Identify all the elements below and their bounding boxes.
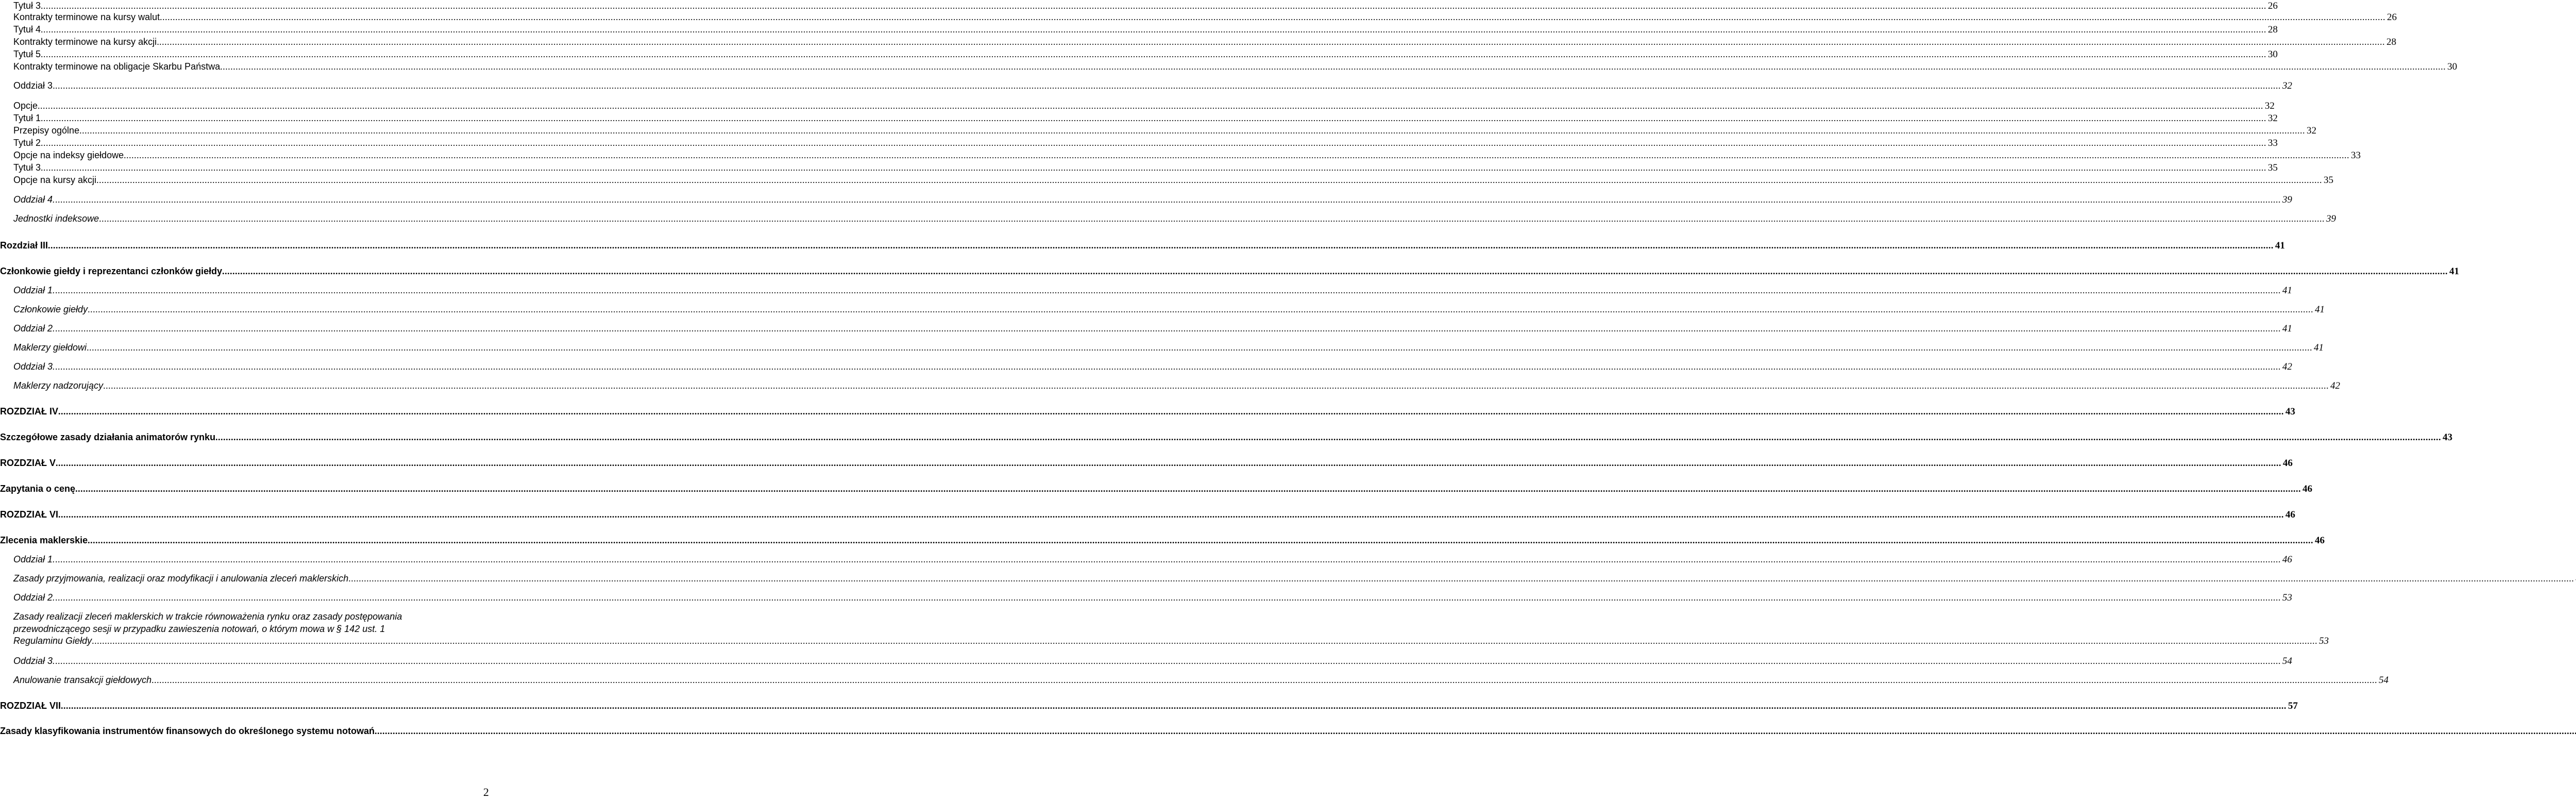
toc-leader-dots: [99, 213, 2325, 224]
toc-entry[interactable]: [0, 725, 495, 737]
toc-leader-dots: [222, 265, 2448, 277]
toc-entry[interactable]: [0, 700, 2298, 712]
toc-entry-page: 41: [2282, 323, 2293, 334]
toc-entry-page: 53: [2282, 592, 2293, 603]
toc-entry-title: Kontrakty terminowe na kursy walut: [13, 12, 160, 22]
toc-entry[interactable]: [0, 0, 2278, 12]
toc-entry[interactable]: [0, 112, 2278, 124]
toc-entry[interactable]: [0, 380, 2341, 392]
toc-entry-page: 54: [2282, 656, 2293, 667]
toc-entry-title: Oddział 2.: [13, 592, 56, 603]
toc-entry-page: 30: [2268, 49, 2278, 60]
toc-entry-title: Jednostki indeksowe: [13, 213, 99, 224]
toc-entry[interactable]: [0, 61, 2458, 73]
toc-entry-page: 32: [2282, 80, 2293, 91]
toc-leader-dots: [375, 725, 2576, 737]
toc-leader-dots: [41, 24, 2266, 35]
toc-entry-page: 32: [2307, 125, 2317, 136]
toc-leader-dots: [348, 573, 2574, 584]
toc-entry[interactable]: [0, 174, 2334, 186]
toc-entry-page: 46: [2302, 484, 2313, 494]
toc-entry[interactable]: [0, 655, 2293, 667]
toc-entry-title: Oddział 1.: [13, 554, 56, 564]
toc-leader-dots: [220, 61, 2446, 72]
toc-entry-title: Zapytania o cenę: [0, 484, 76, 494]
toc-entry-page: 46: [2315, 535, 2325, 546]
toc-entry-page: 46: [2282, 554, 2293, 565]
toc-entry-page: 39: [2282, 194, 2293, 205]
toc-leader-dots: [58, 406, 2284, 417]
toc-entry[interactable]: [0, 11, 2397, 23]
toc-entry[interactable]: [0, 100, 2275, 112]
toc-entry[interactable]: [0, 36, 2397, 48]
toc-entry-title: Rozdział III: [0, 240, 48, 251]
toc-entry-title: Członkowie giełdy i reprezentanci członków giełdy: [0, 266, 223, 276]
toc-leader-dots: [88, 535, 2313, 546]
toc-leader-dots: [61, 700, 2286, 711]
toc-entry-title: Tytuł 3: [13, 162, 41, 173]
toc-entry-title-line: Zasady realizacji zleceń maklerskich w trakcie równoważenia rynku oraz zasady postępowania: [13, 611, 402, 622]
toc-leader-dots: [55, 80, 2281, 91]
toc-entry[interactable]: [0, 431, 2453, 443]
toc-entry-title: Tytuł 4: [13, 24, 41, 35]
toc-entry[interactable]: [0, 483, 2313, 495]
toc-entry-page: 33: [2268, 138, 2278, 148]
toc-entry-page: 35: [2268, 162, 2278, 173]
toc-entry-title: Oddział 4.: [13, 194, 56, 205]
toc-entry-title: Członkowie giełdy: [13, 304, 88, 314]
toc-entry-page: 41: [2314, 342, 2324, 353]
toc-entry-title: Opcje na kursy akcji: [13, 175, 97, 185]
toc-leader-dots: [79, 125, 2305, 136]
toc-entry-title: Zlecenia maklerskie: [0, 535, 88, 545]
toc-entry[interactable]: [0, 554, 2293, 565]
toc-entry[interactable]: [0, 592, 2293, 604]
toc-entry[interactable]: [0, 265, 2460, 277]
toc-leader-dots: [58, 509, 2284, 520]
toc-entry[interactable]: [0, 457, 2293, 469]
toc-entry-page: 42: [2282, 361, 2293, 372]
toc-entry-page: 28: [2268, 24, 2278, 35]
toc-leader-dots: [41, 48, 2266, 60]
toc-entry[interactable]: [0, 24, 2278, 36]
toc-entry-page: 43: [2443, 432, 2453, 443]
toc-entry[interactable]: [0, 535, 2325, 546]
toc-entry-page: 43: [2285, 406, 2295, 417]
toc-entry-title: Opcje: [13, 101, 38, 111]
toc-leader-dots: [92, 635, 2317, 646]
toc-entry[interactable]: [0, 342, 2324, 354]
toc-entry-title: Anulowanie transakcji giełdowych: [13, 675, 152, 685]
toc-entry-title: Tytuł 3: [13, 1, 41, 11]
toc-leader-dots: [41, 112, 2266, 124]
toc-leader-dots: [55, 554, 2281, 565]
toc-entry-title: Szczegółowe zasady działania animatorów rynku: [0, 432, 216, 442]
toc-entry-page: 41: [2449, 266, 2460, 277]
toc-entry-title: Regulaminu Giełdy: [13, 636, 92, 646]
toc-leader-dots: [151, 674, 2377, 686]
toc-entry[interactable]: [0, 48, 2278, 60]
toc-leader-dots: [215, 431, 2441, 443]
toc-entry-page: 41: [2282, 285, 2293, 296]
toc-leader-dots: [55, 592, 2281, 603]
toc-leader-dots: [55, 194, 2281, 205]
toc-leader-dots: [48, 240, 2274, 251]
toc-entry-title: Oddział 1.: [13, 285, 56, 295]
toc-leader-dots: [41, 162, 2266, 173]
toc-entry[interactable]: [0, 509, 2295, 521]
toc-entry-page: 28: [2386, 37, 2397, 47]
toc-leader-dots: [159, 36, 2385, 47]
toc-entry[interactable]: [0, 213, 2336, 225]
toc-entry-page: 39: [2326, 213, 2336, 224]
toc-entry-page: 57: [2288, 701, 2298, 711]
toc-leader-dots: [55, 655, 2281, 667]
toc-entry-page: 46: [2285, 509, 2295, 520]
toc-entry[interactable]: [0, 674, 2389, 686]
toc-entry-page: 32: [2268, 113, 2278, 124]
toc-entry-title: ROZDZIAŁ VII: [0, 701, 61, 711]
toc-entry-multiline[interactable]: [0, 610, 2329, 647]
toc-entry-title: Maklerzy nadzorujący: [13, 380, 104, 391]
toc-entry-title: Maklerzy giełdowi: [13, 342, 87, 353]
toc-entry-title: Oddział 2.: [13, 323, 56, 334]
toc-entry[interactable]: [0, 137, 2278, 149]
toc-leader-dots: [56, 457, 2281, 469]
toc-entry-title: Tytuł 2: [13, 138, 41, 148]
toc-entry[interactable]: [0, 406, 2295, 418]
toc-leader-dots: [160, 11, 2385, 23]
toc-entry[interactable]: [0, 240, 2285, 252]
toc-entry-page: 26: [2387, 12, 2397, 23]
toc-entry-page: 42: [2330, 380, 2341, 391]
toc-entry-title-line: przewodniczącego sesji w przypadku zawieszenia notowań, o którym mowa w § 142 ust. 1: [13, 624, 385, 634]
toc-leader-dots: [103, 380, 2329, 391]
toc-leader-dots: [124, 149, 2349, 161]
toc-entry-page: 46: [2283, 458, 2293, 469]
toc-entry[interactable]: [0, 285, 2293, 296]
toc-entry-page: 53: [2319, 636, 2329, 646]
toc-entry-page: 32: [2265, 101, 2275, 111]
toc-entry-page: 33: [2351, 150, 2361, 161]
toc-leader-dots: [87, 342, 2312, 353]
toc-leader-dots: [55, 323, 2281, 334]
toc-entry-title: Oddział 3.: [13, 656, 56, 666]
toc-entry-page: 41: [2275, 240, 2285, 251]
toc-entry-title: Oddział 3.: [13, 80, 56, 91]
toc-entry[interactable]: [0, 194, 2293, 206]
toc-entry[interactable]: [0, 80, 2293, 92]
toc-entry-title: ROZDZIAŁ V: [0, 458, 56, 468]
toc-leader-dots: [55, 285, 2281, 296]
toc-entry-title: Kontrakty terminowe na kursy akcji.: [13, 37, 160, 47]
toc-entry-title: Zasady klasyfikowania instrumentów finansowych do określonego systemu notowań: [0, 726, 375, 736]
toc-entry[interactable]: [0, 361, 2293, 373]
toc-entry-title: Oddział 3.: [13, 361, 56, 372]
toc-leader-dots: [88, 304, 2313, 315]
toc-entry-title: Tytuł 5: [13, 49, 41, 59]
toc-entry[interactable]: [0, 304, 2325, 315]
toc-entry-page: 30: [2447, 61, 2458, 72]
toc-leader-dots: [75, 483, 2301, 494]
toc-entry[interactable]: [0, 573, 508, 585]
toc-leader-dots: [55, 361, 2281, 372]
toc-entry-title: Tytuł 1: [13, 113, 41, 123]
toc-entry[interactable]: [0, 323, 2293, 335]
toc-entry[interactable]: [0, 149, 2361, 161]
toc-entry[interactable]: [0, 162, 2278, 174]
toc-entry-title: Opcje na indeksy giełdowe: [13, 150, 124, 160]
toc-entry-page: 26: [2268, 1, 2278, 11]
toc-entry-title: ROZDZIAŁ VI: [0, 509, 58, 520]
toc-entry-page: 35: [2324, 175, 2334, 186]
toc-entry-title: Przepisy ogólne: [13, 125, 80, 136]
toc-leader-dots: [41, 137, 2266, 148]
toc-leader-dots: [96, 174, 2322, 186]
toc-leader-dots: [41, 0, 2266, 11]
toc-entry-title: Kontrakty terminowe na obligacje Skarbu Państwa: [13, 61, 221, 72]
toc-entry-page: 54: [2379, 675, 2389, 686]
toc-entry[interactable]: [0, 125, 2317, 137]
page-number: 2: [483, 786, 489, 798]
toc-entry-title: Zasady przyjmowania, realizacji oraz modyfikacji i anulowania zleceń maklerskich: [13, 573, 349, 584]
toc-entry-page: 41: [2315, 304, 2325, 315]
toc-leader-dots: [38, 100, 2263, 111]
toc-entry-title: ROZDZIAŁ IV: [0, 406, 58, 417]
